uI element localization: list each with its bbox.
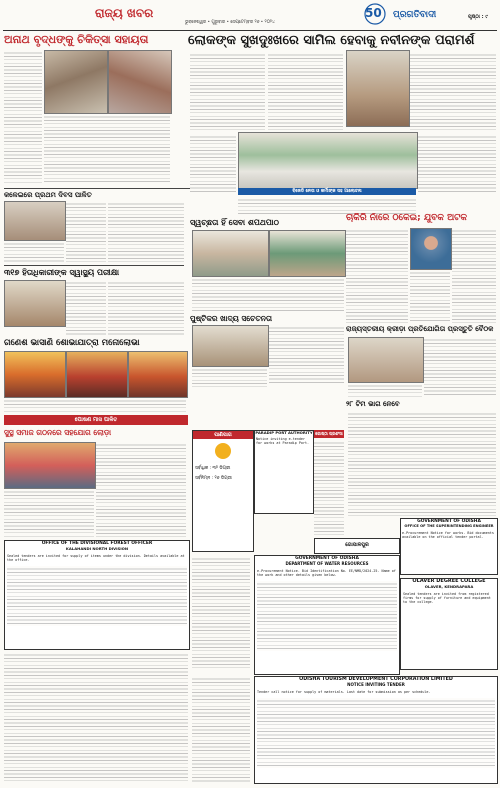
- ad-subtitle: OFFICE OF THE SUPERINTENDING ENGINEER: [404, 524, 494, 529]
- ad-title: ଗୋପାଳପୁର: [345, 542, 369, 548]
- ad-subtitle: NOTICE INVITING TENDER: [347, 682, 405, 688]
- story-title: ରାଜ୍ୟସ୍ତରୀୟ କ୍ରୀଡ଼ା ପ୍ରତିଯୋଗିତା ପ୍ରସ୍ତୁତି ବୈଠକ: [346, 325, 494, 333]
- sun-icon: [215, 443, 231, 459]
- dateline: ଭୁବନେଶ୍ୱର • ଗୁରୁବାର • ସେପ୍ଟେମ୍ବର ୨୬ • ୨୦୨୪: [185, 20, 275, 25]
- story-text: [192, 277, 344, 312]
- story-text: [190, 134, 236, 194]
- max-temp-label: ସର୍ବାଧିକ :: [195, 466, 211, 471]
- story-photo: [192, 325, 269, 367]
- ad-otdc: [254, 676, 498, 784]
- story-photo: [348, 337, 424, 383]
- page-number: ପୃଷ୍ଠା : ୯: [468, 14, 488, 20]
- ad-water-resources: [254, 555, 400, 675]
- story-text: [346, 228, 408, 323]
- ad-title: PARADIP PORT AUTHORITY: [255, 430, 313, 435]
- story-text: [108, 201, 184, 263]
- story-title: ୩୧୭ ହିତାଧିକାରୀଙ୍କ ସ୍ୱାସ୍ଥ୍ୟ ପରୀକ୍ଷା: [4, 268, 120, 277]
- divider: [4, 188, 190, 189]
- ad-table: [257, 698, 495, 768]
- story-text: [410, 270, 450, 323]
- story-text: [348, 411, 496, 516]
- story-photo: [128, 351, 188, 398]
- story-title: ଚାକିରି ନାଁରେ ଠକେଇ; ଯୁବକ ଅଟକ: [346, 213, 468, 223]
- photo-caption: ବିଜେଡି ନେତା ଓ କର୍ମୀଙ୍କ ସହ ଆଲୋଚନା: [238, 188, 416, 195]
- story-text: [418, 134, 496, 194]
- weather-title: ପାଣିପାଗ: [193, 431, 253, 439]
- story-text: [314, 440, 344, 535]
- story-text: [452, 228, 496, 323]
- ad-olaver-college: [400, 578, 498, 670]
- story-text: [66, 280, 106, 335]
- ad-subtitle: DEPARTMENT OF WATER RESOURCES: [285, 561, 369, 567]
- ad-title: ODISHA TOURISM DEVELOPMENT CORPORATION LIMITED: [299, 677, 453, 682]
- story-text: [269, 325, 344, 385]
- divider: [4, 265, 184, 266]
- story-text: [96, 442, 186, 537]
- ad-title: OFFICE OF THE DIVISIONAL FOREST OFFICER: [41, 541, 153, 546]
- section-title: ରାଜ୍ୟ ଖବର: [95, 6, 154, 20]
- ad-body: e-Procurement Notice. Bid Identification No. EE/NMD/2024-25. Name of the work and other details given below.: [257, 568, 396, 578]
- story-photo: [108, 50, 172, 114]
- story-photo: [4, 351, 66, 398]
- ad-subtitle: OLAVER, KENDRAPARA: [424, 584, 474, 590]
- min-temp-label: ସର୍ବନିମ୍ନ :: [195, 476, 214, 481]
- story-photo: [4, 280, 66, 327]
- story-photo: [192, 230, 269, 277]
- ad-table: [257, 581, 397, 651]
- ad-title: OLAVER DEGREE COLLEGE: [412, 578, 486, 584]
- story-text: [66, 201, 106, 263]
- story-photo: [238, 132, 418, 189]
- story-photo: [410, 228, 452, 270]
- ad-body: Sealed tenders are invited for supply of items under the division. Details available at the office.: [7, 553, 185, 563]
- ad-forest-office: [4, 540, 190, 650]
- story-title: ସ୍ୱଚ୍ଛତା ହିଁ ସେବା ଶପଥପାଠ: [190, 218, 279, 227]
- story-text: [108, 280, 184, 335]
- story-text: [4, 652, 188, 782]
- masthead: ପ୍ରଗତିବାଦୀ: [393, 10, 437, 20]
- max-temp-value: ୩୨ ଡିଗ୍ରୀ: [212, 466, 231, 471]
- ad-paradip: [254, 430, 314, 514]
- ad-body: Sealed tenders are invited from registered firms for supply of furniture and equipment to the college.: [403, 591, 491, 605]
- weather-box: [192, 430, 254, 552]
- headline: ଲୋକଙ୍କ ସୁଖଦୁଃଖରେ ସାମିଲ ହେବାକୁ ନବୀନଙ୍କ ପରାମର୍ଶ: [188, 33, 475, 48]
- ad-body: Tender call notice for supply of materials. Last date for submission as per schedule.: [257, 689, 431, 694]
- story-text: [268, 52, 343, 132]
- ad-table: [7, 566, 187, 626]
- ad-title: GOVERNMENT OF ODISHA: [295, 556, 359, 561]
- story-photo: [4, 442, 96, 489]
- ad-gopalpur: [314, 538, 400, 554]
- story-title: ୨୮ ଟିମ ଭାଗ ନେବେ: [346, 400, 400, 408]
- story-text: [424, 337, 496, 397]
- story-text: [192, 556, 250, 671]
- anniversary-logo: 50: [362, 2, 388, 26]
- story-text: [4, 50, 42, 185]
- story-text: [4, 398, 186, 412]
- ad-superintending-engineer: [400, 518, 498, 575]
- story-photo: [269, 230, 346, 277]
- ad-title: GOVERNMENT OF ODISHA: [417, 519, 481, 524]
- story-text: [4, 489, 94, 537]
- story-title: ଗଣେଶ ଭାସାଣି ଶୋଭାଯାତ୍ରା ମନୋଲୋଭା: [4, 338, 140, 348]
- story-text: [192, 367, 267, 387]
- story-title: ଅନାଥ ବୃଦ୍ଧଙ୍କୁ ଚିକିତ୍ସା ସହାୟତା: [4, 33, 149, 46]
- story-text: [4, 241, 64, 263]
- story-photo: [346, 50, 410, 127]
- section-banner: ଗୋଷ୍ଠୀ ପ୍ରଶଂସା: [315, 431, 343, 436]
- story-photo: [4, 201, 66, 241]
- story-text: [190, 52, 265, 132]
- min-temp-value: ୨୬ ଡିଗ୍ରୀ: [214, 476, 232, 481]
- story-title: ସୁସ୍ଥ ସମାଜ ଗଠନରେ ସହଯୋଗ ଲୋଡ଼ା: [4, 428, 112, 437]
- ad-body: e-Procurement Notice for works. Bid documents available on the official tender portal.: [402, 530, 494, 540]
- story-text: [192, 676, 250, 782]
- section-banner: ପୋଷଣ ମାସ ପାଳିତ: [4, 415, 188, 425]
- story-text: [44, 114, 170, 184]
- story-photo: [66, 351, 128, 398]
- ad-body: Notice inviting e-tender for works at Paradip Port.: [256, 436, 310, 445]
- story-title: ପୁଷ୍ଟିକର ଖାଦ୍ୟ ସଚେତନତା: [190, 314, 272, 323]
- story-title: କଳେଇରେ ପ୍ରଥମ ଦିବସ ପାଳିତ: [4, 191, 92, 199]
- story-text: [348, 383, 422, 397]
- story-text: [410, 52, 496, 132]
- story-photo: [44, 50, 108, 114]
- ad-subtitle: KALAHANDI NORTH DIVISION: [65, 546, 129, 552]
